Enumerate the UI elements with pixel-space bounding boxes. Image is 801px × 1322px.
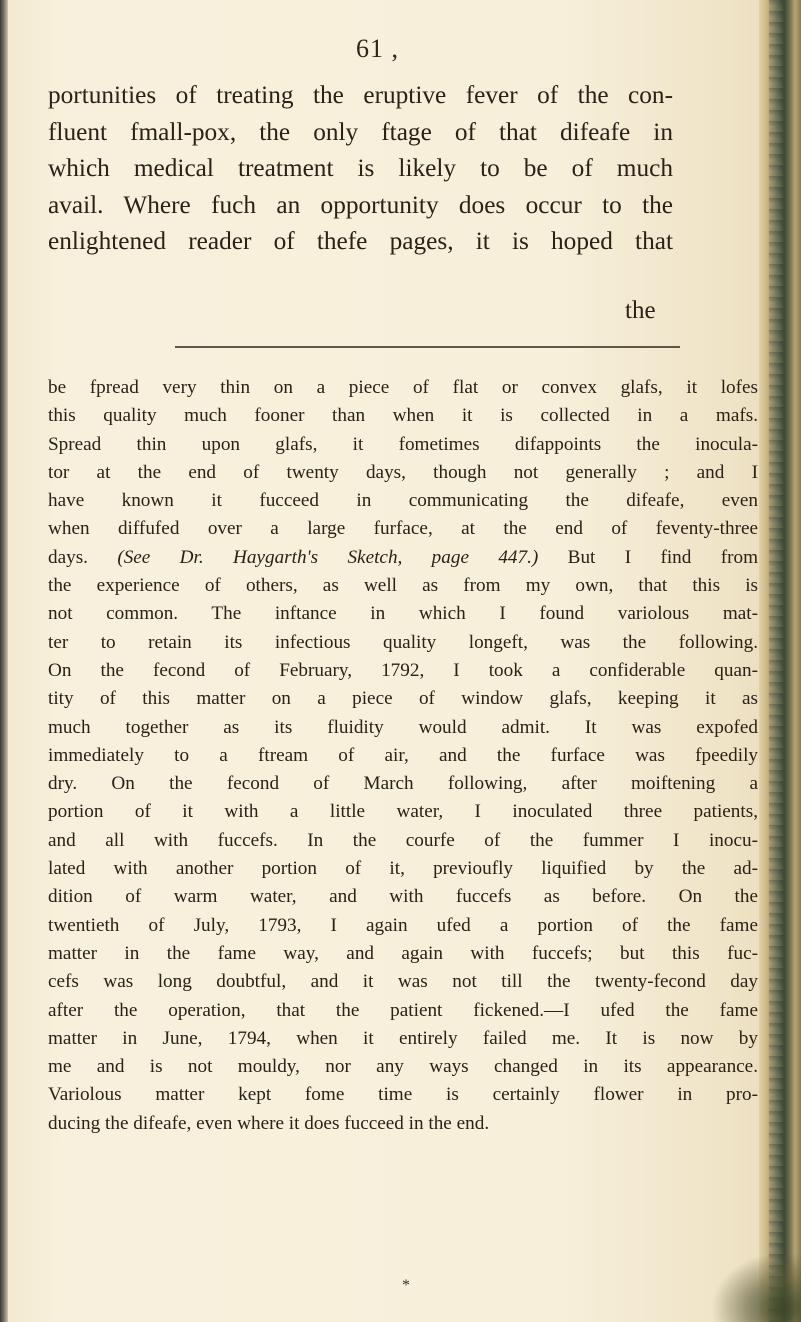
footnote-line: tor at the end of twenty days, though not generally ; and I: [48, 461, 758, 483]
footnote-line: cefs was long doubtful, and it was not till the twenty-fecond day: [48, 971, 758, 993]
printer-mark: *: [402, 1277, 410, 1294]
page-edge-shadow: [0, 0, 8, 1322]
footnote-line: dition of warm water, and with fuccefs as before. On the: [48, 886, 758, 908]
footnote-line: be fpread very thin on a piece of flat or convex glafs, it lofes: [48, 377, 758, 398]
footnote-paragraph: [48, 374, 758, 1138]
footnote-line: not common. The inftance in which I found variolous mat-: [48, 603, 758, 625]
main-line: avail. Where fuch an opportunity does occur to the: [48, 190, 673, 219]
footnote-text: But I find from: [567, 546, 758, 568]
main-paragraph: [48, 77, 673, 260]
corner-stain: [711, 1252, 801, 1322]
footnote-text: days.: [48, 546, 88, 568]
footnote-line: ducing the difeafe, even where it does fucceed in the end.: [48, 1112, 490, 1134]
main-line: portunities of treating the eruptive fever of the con-: [48, 81, 673, 109]
footnote-line: lated with another portion of it, previoufly liquified by the ad-: [48, 858, 758, 880]
footnote-line: On the fecond of February, 1792, I took a confiderable quan-: [48, 659, 758, 681]
footnote-line: immediately to a ftream of air, and the furface was fpeedily: [48, 744, 758, 766]
footnote-line: much together as its fluidity would admit. It was expofed: [48, 716, 758, 738]
footnote-line-citation: [48, 544, 758, 572]
footnote-line: and all with fuccefs. In the courfe of the fummer I inocu-: [48, 829, 758, 851]
footnote-line: twentieth of July, 1793, I again ufed a portion of the fame: [48, 914, 758, 936]
footnote-line: matter in the fame way, and again with fuccefs; but this fuc-: [48, 942, 758, 964]
footnote-line: Spread thin upon glafs, it fometimes difappoints the inocula-: [48, 433, 758, 455]
footnote-line: ter to retain its infectious quality longeft, was the following.: [48, 631, 758, 653]
citation: (See Dr. Haygarth's Sketch, page 447.): [117, 546, 539, 568]
main-line: which medical treatment is likely to be of much: [48, 154, 673, 182]
footnote-line: after the operation, that the patient fickened.—I ufed the fame: [48, 999, 758, 1021]
footnote-line: me and is not mouldy, nor any ways changed in its appearance.: [48, 1056, 758, 1078]
footnote-line: have known it fucceed in communicating the difeafe, even: [48, 490, 758, 512]
footnote-line: the experience of others, as well as from my own, that this is: [48, 575, 758, 597]
footnote-line: tity of this matter on a piece of window glafs, keeping it as: [48, 688, 758, 710]
footnote-line: this quality much fooner than when it is collected in a mafs.: [48, 405, 758, 427]
book-binding-edge: [759, 0, 801, 1322]
main-line: fluent fmall-pox, the only ftage of that difeafe in: [48, 117, 673, 146]
catchword: the: [625, 297, 656, 324]
main-line: enlightened reader of thefe pages, it is hoped that: [48, 227, 673, 255]
footnote-line: Variolous matter kept fome time is certainly flower in pro-: [48, 1084, 758, 1106]
footnote-line: portion of it with a little water, I inoculated three patients,: [48, 801, 758, 823]
page-number: 61 ,: [356, 34, 399, 63]
footnote-line: matter in June, 1794, when it entirely failed me. It is now by: [48, 1027, 758, 1049]
footnote-rule: [175, 346, 680, 348]
footnote-line: when diffufed over a large furface, at the end of feventy-three: [48, 518, 758, 540]
footnote-line: dry. On the fecond of March following, after moiftening a: [48, 773, 758, 795]
